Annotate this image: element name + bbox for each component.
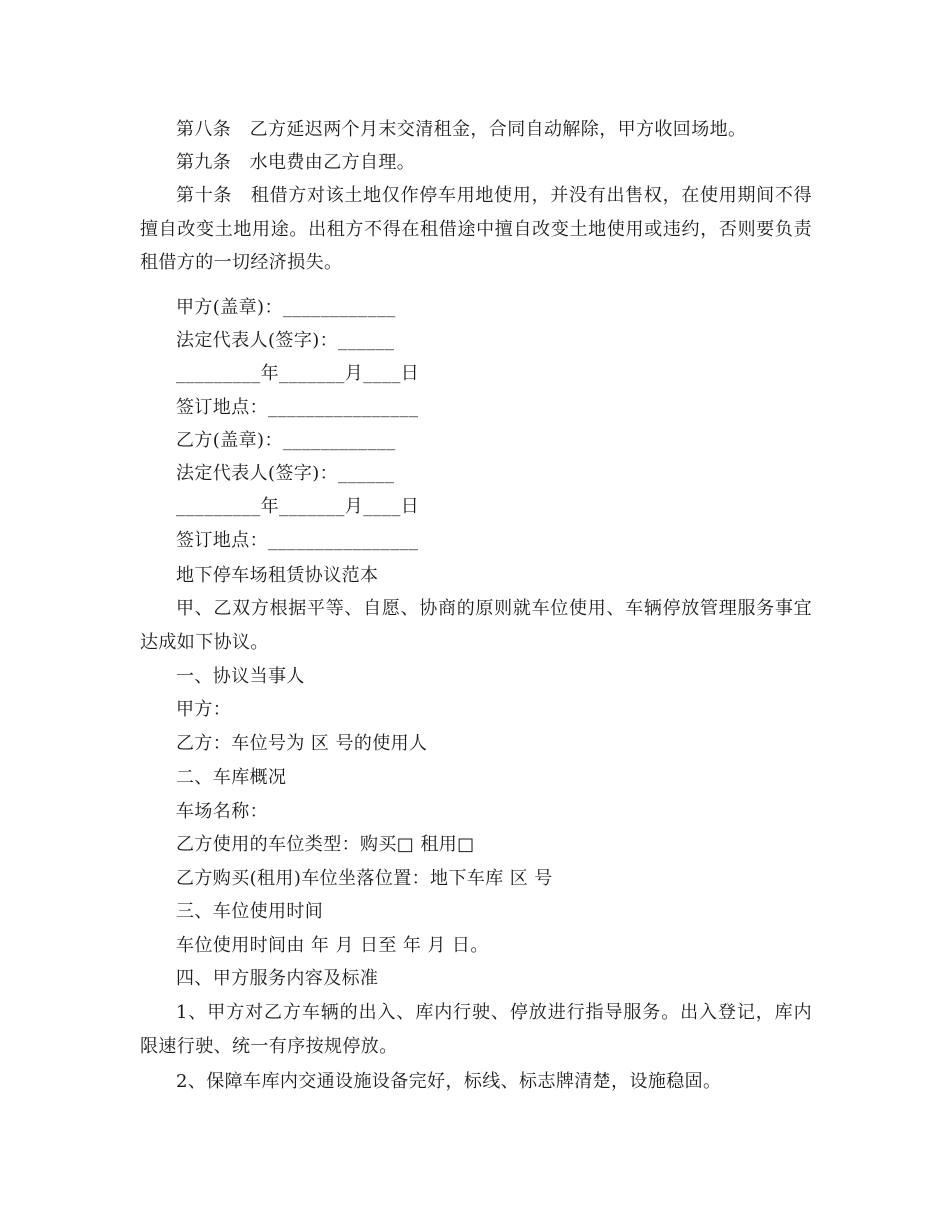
article-9: 第九条 水电费由乙方自理。 [176,152,416,173]
party-b-representative: 法定代表人(签字)：______ [176,463,395,484]
party-a-seal: 甲方(盖章)：____________ [176,297,396,318]
party-a-representative: 法定代表人(签字)：______ [176,330,395,351]
heading-garage: 二、车库概况 [176,767,287,788]
party-a-field: 甲方： [176,699,232,720]
space-location: 乙方购买(租用)车位坐落位置：地下车库 区 号 [176,868,553,889]
party-b-seal: 乙方(盖章)：____________ [176,430,396,451]
intro-line-1: 甲、乙双方根据平等、自愿、协商的原则就车位使用、车辆停放管理服务事宜 [176,598,812,619]
party-a-date: _________年_______月____日 [176,363,420,384]
party-b-date: _________年_______月____日 [176,496,420,517]
parking-lot-name: 车场名称： [176,801,268,822]
usage-time: 车位使用时间由 年 月 日至 年 月 日。 [176,935,489,956]
article-10-line-2: 擅自改变土地用途。出租方不得在租借途中擅自改变土地使用或违约，否则要负责 [140,219,812,240]
intro-line-2: 达成如下协议。 [140,632,269,653]
heading-parties: 一、协议当事人 [176,666,305,687]
service-1-line-1: 1、甲方对乙方车辆的出入、库内行驶、停放进行指导服务。出入登记，库内 [176,1002,812,1023]
space-type: 乙方使用的车位类型：购买□ 租用□ [176,834,475,855]
party-b-field: 乙方：车位号为 区 号的使用人 [176,733,428,754]
party-a-place: 签订地点：________________ [176,397,419,418]
heading-usage-time: 三、车位使用时间 [176,901,324,922]
article-10-line-1: 第十条 租借方对该土地仅作停车用地使用，并没有出售权，在使用期间不得 [176,185,812,206]
heading-service: 四、甲方服务内容及标准 [176,968,379,989]
article-10-line-3: 租借方的一切经济损失。 [140,252,343,273]
service-2: 2、保障车库内交通设施设备完好，标线、标志牌清楚，设施稳固。 [176,1071,722,1092]
service-1-line-2: 限速行驶、统一有序按规停放。 [140,1036,398,1057]
article-8: 第八条 乙方延迟两个月末交清租金，合同自动解除，甲方收回场地。 [176,119,747,140]
party-b-place: 签订地点：________________ [176,530,419,551]
section-title: 地下停车场租赁协议范本 [176,565,379,586]
